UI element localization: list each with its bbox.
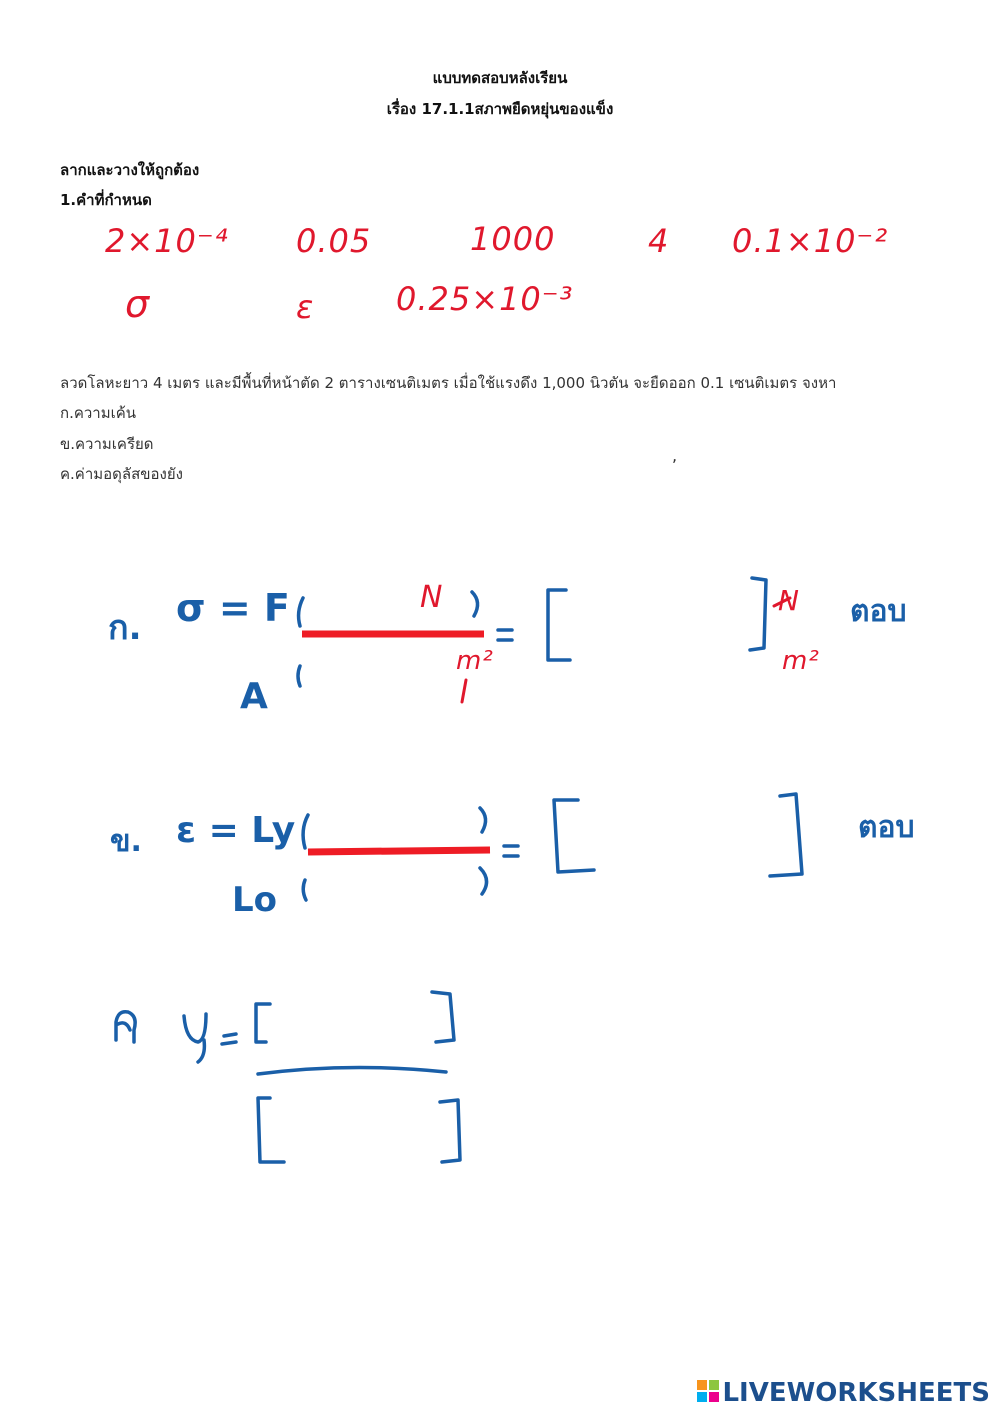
formula-stress-denominator: A [240,676,268,717]
answer-box-a[interactable] [556,592,746,656]
part-b-label: ข. [110,824,142,859]
word-token[interactable]: ε [296,288,315,326]
word-token[interactable]: 0.1×10⁻² [732,222,889,260]
liveworksheets-logo [697,1378,990,1408]
worksheet-title: แบบทดสอบหลังเรียน [432,69,568,87]
word-token[interactable]: 2×10⁻⁴ [105,222,229,260]
answer-box-b[interactable] [566,802,766,870]
problem-part-c: ค.ค่ามอดุลัสของยัง [60,465,183,483]
word-token[interactable]: 1000 [470,220,556,258]
brand-name: LIVEWORKSHEETS [722,1378,990,1408]
answer-label-b: ตอบ [858,810,915,845]
word-token[interactable]: σ [125,282,151,326]
word-token[interactable]: 0.25×10⁻³ [396,280,574,318]
formula-strain-numerator: ε = Ly [176,810,296,851]
formula-strain-denominator: Lo [232,880,278,920]
blank-a-numerator[interactable] [306,600,466,630]
worksheet-subtitle: เรื่อง 17.1.1สภาพยืดหยุ่นของแข็ง [386,100,614,118]
word-token[interactable]: 4 [648,222,670,260]
answer-box-c-denominator[interactable] [270,1100,440,1160]
blank-b-denominator[interactable] [312,858,478,898]
answer-box-c-numerator[interactable] [270,998,430,1042]
liveworksheets-icon [697,1380,719,1402]
formula-stress-numerator: σ = F [176,586,290,630]
problem-part-a: ก.ความเค้น [60,404,137,422]
stray-mark: , [672,446,678,465]
answer-label-a: ตอบ [850,594,907,629]
answer-unit-square-meter: m² [782,646,820,676]
instruction-drag-drop: ลากและวางให้ถูกต้อง [60,161,200,179]
unit-newton: N [420,580,444,615]
word-token[interactable]: 0.05 [296,222,372,260]
blank-b-numerator[interactable] [312,816,478,846]
unit-square-meter: m² [456,646,494,676]
problem-statement: ลวดโลหะยาว 4 เมตร และมีพื้นที่หน้าตัด 2 ตารางเซนติเมตร เมื่อใช้แรงดึง 1,000 นิวตัน จะยืดออก 0.1 เซนติเมตร จงหา [60,374,837,392]
instruction-given-words: 1.คำที่กำหนด [60,191,152,209]
part-a-label: ก. [108,608,142,648]
blank-a-denominator[interactable] [306,640,466,690]
answer-unit-newton: N [778,584,800,617]
problem-part-b: ข.ความเครียด [60,435,154,453]
